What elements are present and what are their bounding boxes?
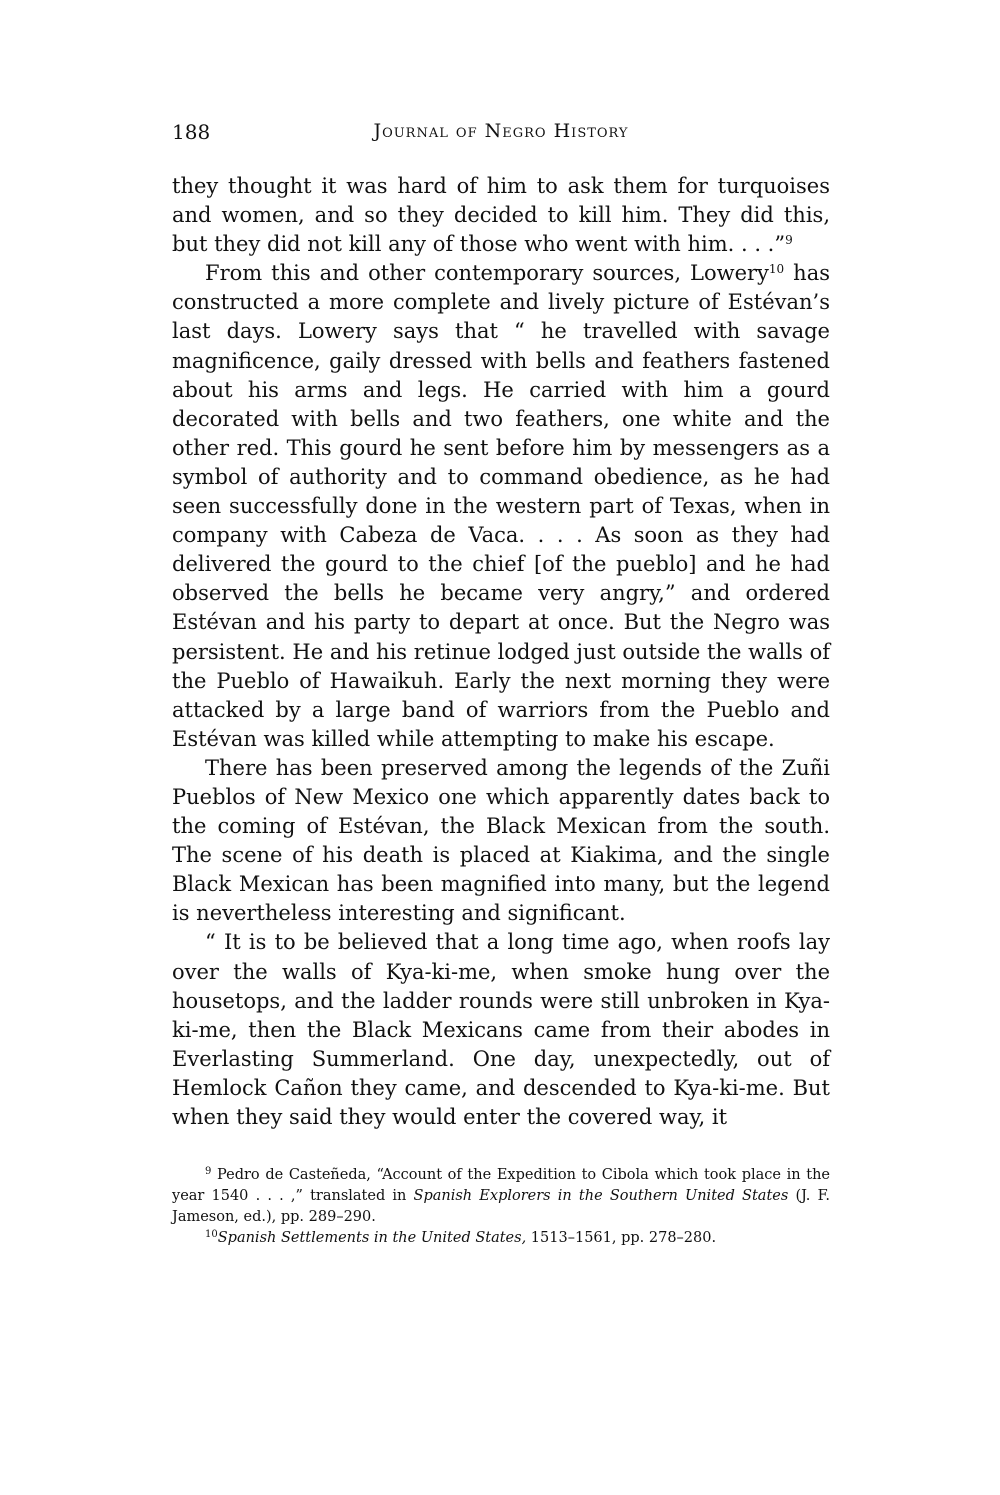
paragraph-2: [172, 259, 830, 754]
paragraph-1: [172, 172, 830, 259]
footnote-10: [172, 1228, 830, 1249]
body-text: [172, 172, 830, 1132]
running-title: Journal of Negro History: [373, 120, 629, 142]
page-header: [172, 120, 830, 150]
page-number: 188: [172, 120, 211, 144]
footnote-ref-9: 9: [785, 233, 793, 248]
paragraph-1-text: they thought it was hard of him to ask them for turquoises and women, and so they decided to kill him. They did this, but they did not kill any of those who went with him. . . .”: [172, 174, 830, 257]
paragraph-3: There has been preserved among the legends of the Zuñi Pueblos of New Mexico one which apparently dates back to the coming of Estévan, the Black Mexican from the south. The scene of his death is placed at Kiakima, and the single Black Mexican has been magnified into many, but the legend is nevertheless interesting and significant.: [172, 755, 830, 926]
paragraph-4: “ It is to be believed that a long time ago, when roofs lay over the walls of Kya-ki-me, when smoke hung over the housetops, and the ladder rounds were still unbroken in Kya-ki-me, then the Black Mexicans came from their abodes in Everlasting Summerland. One day, unexpectedly, out of Hemlock Cañon they came, and descended to Kya-ki-me. But when they said they would enter the covered way, it: [172, 930, 830, 1129]
footnote-9-number: 9: [205, 1166, 212, 1177]
footnote-9-text-a: Pedro de Casteñeda, “Account of the Expedition to Cibola which took place in the year 1540 . . . ,” translated in: [172, 1167, 830, 1204]
footnote-9-text-b: (J. F. Jameson, ed.), pp. 289–290.: [172, 1188, 830, 1225]
footnote-9: [172, 1165, 830, 1228]
footnotes: [172, 1165, 830, 1249]
paragraph-2-text-a: From this and other contemporary sources, Lowery: [205, 261, 769, 286]
paragraph-2-text-b: has constructed a more complete and lively picture of Estévan’s last days. Lowery says that “ he travelled with savage magnificence, gaily dressed with bells and feathers fastened about his arms and legs. He carried with him a gourd decorated with bells and two feathers, one white and the other red. This gourd he sent before him by messengers as a symbol of authority and to command obedience, as he had seen successfully done in the western part of Texas, when in company with Cabeza de Vaca. . . . As soon as they had delivered the gourd to the chief [of the pueblo] and he had observed the bells he became very angry,” and ordered Estévan and his party to depart at once. But the Negro was persistent. He and his retinue lodged just outside the walls of the Pueblo of Hawaikuh. Early the next morning they were attacked by a large band of warriors from the Pueblo and Estévan was killed while attempting to make his escape.: [172, 261, 830, 751]
footnote-10-text: 1513–1561, pp. 278–280.: [526, 1230, 717, 1246]
footnote-9-title: Spanish Explorers in the Southern United States: [413, 1188, 789, 1204]
footnote-ref-10: 10: [768, 262, 785, 277]
footnote-10-number: 10: [205, 1229, 218, 1240]
footnote-10-title: Spanish Settlements in the United States,: [217, 1230, 527, 1246]
